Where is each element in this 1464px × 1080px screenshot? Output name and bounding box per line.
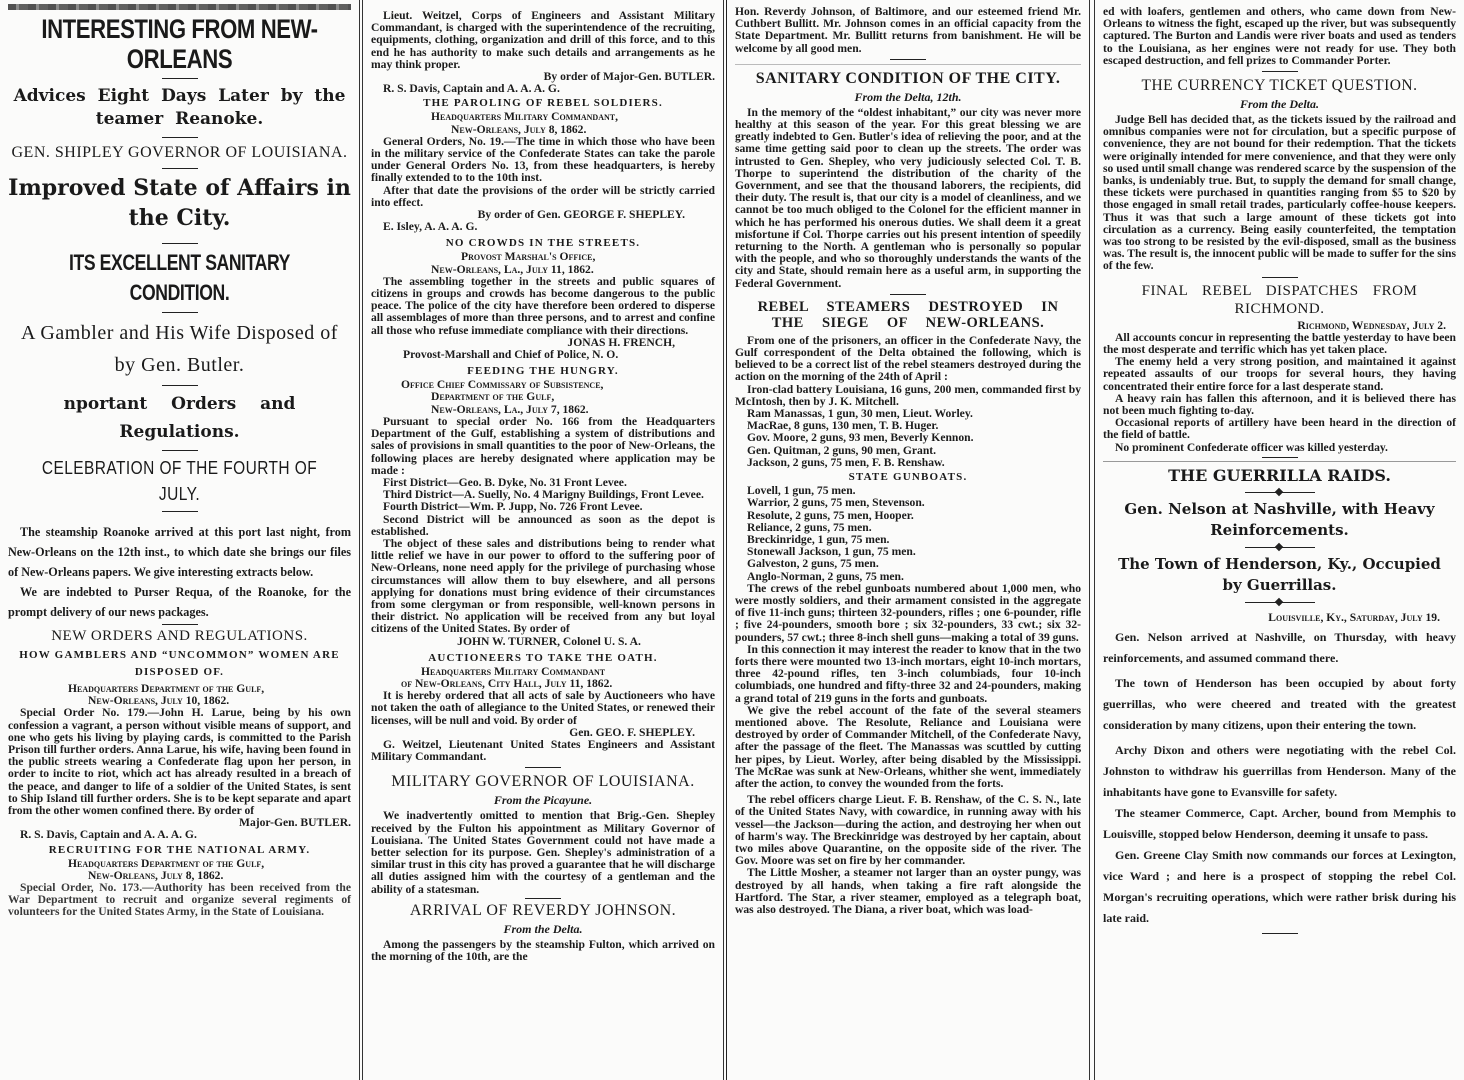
paragraph: Gen. Nelson arrived at Nashville, on Thursday, with heavy reinforcements, and assumed command there. [1103, 629, 1456, 665]
paragraph: After that date the provisions of the order will be strictly carried into effect. [371, 183, 715, 209]
paragraph: We give the rebel account of the fate of the several steamers mentioned above. The Resolute, Reliance and Louisiana were destroyed by order of Commander Mitchell, of the Confederate Navy, after the passage of the fleet. The Manassas was scuttled by cutting her pipes, by Lieut. Worley, after being disabled by the Mississippi. The McRae was sunk at New-Orleans, whither she went, immediately after the action, to convey the wounded from the forts. [735, 703, 1081, 790]
paragraph: No prominent Confederate officer was killed yesterday. [1115, 440, 1388, 454]
intro-text [8, 522, 351, 622]
source-line: From the Delta, 12th. [854, 89, 962, 104]
section-title-currency: THE CURRENCY TICKET QUESTION. [1141, 77, 1418, 95]
section-title-rebel-steamers: REBEL STEAMERS DESTROYED IN THE SIEGE OF NEW-ORLEANS. [757, 298, 1059, 331]
divider [162, 385, 198, 386]
paragraph: The town of Henderson has been occupied by about forty guerrillas, who were cheered and treated with the greatest consideration by many citizens, upon their entering the town. [1103, 675, 1456, 732]
source-line: From the Picayune. [493, 793, 593, 808]
signature: Major-Gen. BUTLER. [239, 816, 351, 830]
paragraph: Pursuant to special order No. 166 from the Headquarters Department of the Gulf, establishing a system of distributions and sales of provisions in small quantities to the poor of New-Orleans, the following places are hereby designated where application may be made : [371, 414, 715, 477]
paragraph: From one of the prisoners, an officer in the Confederate Navy, the Gulf correspondent of the Delta obtained the following, which is believed to be a correct list of the rebel steamers destroyed during the action on the morning of the 24th of April : [735, 333, 1081, 384]
section-title-no-crowds: NO CROWDS IN THE STREETS. [445, 237, 641, 250]
dateline: Richmond, Wednesday, July 2. [1297, 318, 1446, 332]
recruiting-continued [371, 10, 715, 95]
divider [890, 294, 926, 295]
steamer-entry: Gen. Quitman, 2 guns, 90 men, Grant. [747, 443, 937, 457]
district-entry: First District—Geo. B. Dyke, No. 31 Front Levee. [383, 475, 627, 489]
gunboat-entry: Reliance, 2 guns, 75 men. [747, 520, 872, 534]
deck-sanitary: ITS EXCELLENT SANITARY CONDITION. [69, 250, 290, 305]
deck-improved-state: Improved State of Affairs in the City. [8, 175, 351, 231]
steamer-entry: Gov. Moore, 2 guns, 93 men, Beverly Kennon. [747, 431, 974, 445]
divider [1245, 602, 1315, 603]
divider [162, 450, 198, 451]
paragraph: Special Order No. 179.—John H. Larue, being by his own confession a vagrant, a person without visible means of support, and one who gets his living by playing cards, is committed to the Parish Prison till further orders. Anna Larue, his wife, having been found in the public streets wearing a Confederate flag upon her person, in order to incite to riot, which act has already resulted in a breach of the peace, and danger to life of a soldier of the United States, is sent to Ship Island till further orders. She is to be kept separate and apart from the other women confined there. By order of [8, 706, 351, 818]
steamer-entry: Ram Manassas, 1 gun, 30 men, Lieut. Worley. [747, 407, 973, 421]
district-entry: Second District will be announced as soon as the depot is established. [371, 512, 715, 538]
richmond-article [1103, 332, 1456, 454]
gunboats-list [735, 485, 1081, 916]
deck-orders: nportant Orders and Regulations. [63, 394, 296, 442]
dateline: Headquarters Department of the Gulf, New-Orleans, July 8, 1862. [68, 856, 265, 882]
gunboat-entry: Warrior, 2 guns, 75 men, Stevenson. [747, 496, 925, 510]
section-title-auctioneers: AUCTIONEERS TO TAKE THE OATH. [428, 651, 658, 664]
paragraph: Hon. Reverdy Johnson, of Baltimore, and our esteemed friend Mr. Cuthbert Bullitt. Mr. Johnson comes in an official capacity from the State Department. Mr. Bullitt returns from banishment. He will be welcome by all good men. [735, 5, 1081, 55]
attestation: R. S. Davis, Captain and A. A. A. G. [383, 82, 560, 96]
paragraph: The crews of the rebel gunboats numbered about 1,000 men, who were mostly soldiers, and their armament consisted in the aggregate of five 11-inch guns; thirteen 32-pounders, rifles ; one 6-pounder, rifle ; five 24-pounders, smooth bore ; six 32-pounders, 33 cwt.; six 32-pounders, 57 cwt.; three 8-inch shell guns—making a total of 39 guns. [735, 581, 1081, 644]
dateline: Provost Marshal's Office, New-Orleans, La., July 11, 1862. [431, 250, 596, 276]
steamer-entry: MacRae, 8 guns, 130 men, T. B. Huger. [747, 419, 939, 433]
sanitary-article [735, 107, 1081, 290]
steamers-article [735, 335, 1081, 469]
general-orders-19 [371, 136, 715, 234]
masthead-strip [8, 4, 351, 10]
signature: JOHN W. TURNER, Colonel U. S. A. [457, 634, 641, 648]
deck-advices: Advices Eight Days Later by the teamer Reanoke. [13, 86, 346, 129]
signature: JONAS H. FRENCH, [567, 335, 675, 349]
divider [162, 511, 198, 512]
signature: By order of Gen. GEORGE F. SHEPLEY. [477, 208, 685, 222]
gunboat-entry: Breckinridge, 1 gun, 75 men. [747, 532, 890, 546]
crowds-order [371, 276, 715, 361]
column-3 [726, 0, 1090, 1080]
paragraph: A heavy rain has fallen this afternoon, and it is believed there has not been much fighting to-day. [1103, 391, 1456, 418]
deck-henderson: The Town of Henderson, Ky., Occupied by Guerrillas. [1118, 554, 1441, 594]
deck-gambler: A Gambler and His Wife Disposed of by Gen. Butler. [21, 322, 338, 376]
paragraph: Special Order, No. 173.—Authority has been received from the War Department to recruit and organize several regiments of volunteers for the United States Army, in the State of Louisiana. [8, 881, 351, 919]
divider [162, 624, 198, 625]
steamer-entry: Jackson, 2 guns, 75 men, F. B. Renshaw. [747, 455, 945, 469]
reverdy-continued [735, 6, 1081, 55]
feeding-order [371, 416, 715, 648]
divider [1262, 933, 1298, 934]
column-4 [1094, 0, 1464, 1080]
paragraph: Lieut. Weitzel, Corps of Engineers and Assistant Military Commandant, is charged with the superintendence of the recruiting, equipments, clothing, organization and drill of this force, and to this end he has authority to make such details and arrangements as he may think proper. [371, 9, 715, 71]
divider [162, 137, 198, 138]
dateline: Office Chief Commissary of Subsistence, Department of the Gulf, New-Orleans, La., July 7, 1862. [401, 378, 604, 416]
paragraph: Occasional reports of artillery have been heard in the direction of the field of battle. [1103, 416, 1456, 442]
gunboat-entry: Lovell, 1 gun, 75 men. [747, 484, 856, 498]
paragraph: We inadvertently omitted to mention that Brig.-Gen. Shepley received by the Fulton his appointment as Military Governor of Louisiana. The United States Government could not have made a better selection for its purpose. Gen. Shepley's administration of a similar trust in this city has proved a guarantee that he will discharge all duties assigned him with the courtesy of a gentleman and the ability of a statesman. [371, 809, 715, 896]
divider [890, 59, 926, 60]
source-line: From the Delta. [1239, 97, 1319, 112]
attestation: E. Isley, A. A. A. G. [383, 220, 478, 234]
signature: Gen. GEO. F. SHEPLEY. [569, 725, 695, 739]
special-order-173 [8, 882, 351, 919]
signature: By order of Major-Gen. BUTLER. [543, 70, 715, 84]
gunboat-entry: Anglo-Norman, 2 guns, 75 men. [747, 569, 904, 583]
divider [525, 898, 561, 899]
dateline: Headquarters Military Commandant, New-Orleans, July 8, 1862. [431, 110, 618, 136]
paragraph: ed with loafers, gentlemen and others, who came down from New-Orleans to witness the fight, escaped up the river, but was subsequently captured. The Burton and Landis were river boats and used as tenders to the Louisiana, as her engines were not ready for use. They both escaped destruction, and fell prizes to Commander Porter. [1103, 5, 1456, 67]
divider [162, 168, 198, 169]
section-title-military-governor: MILITARY GOVERNOR OF LOUISIANA. [391, 773, 695, 791]
guerrilla-clipping [1103, 461, 1456, 934]
paragraph: The steamship Roanoke arrived at this port last night, from New-Orleans on the 12th inst., to which date she brings our files of New-Orleans papers. We give interesting extracts below. [8, 525, 351, 579]
paragraph: In the memory of the “oldest inhabitant,” our city was never more healthy at this season of the year. For this great blessing we are greatly indebted to Gen. Butler's idea of relieving the poor, and at the same time getting said poor to clean up the streets. The order was intrusted to Gen. Shepley, who very judiciously selected Col. T. B. Thorpe to superintend the distribution of the charity of the Government, and see that the thousand laborers, the recipients, did their duty. The result is, that our city is a model of cleanliness, and we cannot be too much obliged to the Colonel for the efficient manner in which he has performed his onerous duties. We shall deem it a great misfortune if Col. Thorpe carries out his present intention of speedily returning to the North. A gentleman who is personally so popular with the people, and who so thoroughly understands the wants of the city and State, should remain here as a useful arm, in supporting the Federal Government. [735, 105, 1081, 290]
guerrilla-article [1103, 627, 1456, 929]
gunboat-entry: Resolute, 2 guns, 75 men, Hooper. [747, 508, 914, 522]
paragraph: Among the passengers by the steamship Fulton, which arrived on the morning of the 10th, are the [371, 937, 715, 963]
divider [162, 243, 198, 244]
section-title-sanitary: SANITARY CONDITION OF THE CITY. [735, 64, 1081, 89]
section-title-reverdy-johnson: ARRIVAL OF REVERDY JOHNSON. [409, 901, 677, 919]
paragraph: The steamer Commerce, Capt. Archer, bound from Memphis to Louisville, stopped below Henderson, deeming it unsafe to pass. [1103, 805, 1456, 841]
divider [1245, 492, 1315, 493]
paragraph: The Little Mosher, a steamer not larger than an oyster pungy, was destroyed by all hands, when taking a fire raft alongside the Hartford. The Star, a river steamer, employed as a telegraph boat, was also destroyed. The Diana, a river boat, which was load- [735, 866, 1081, 916]
divider [162, 312, 198, 313]
paragraph: We are indebted to Purser Requa, of the Roanoke, for the prompt delivery of our news packages. [8, 585, 351, 619]
district-entry: Third District—A. Suelly, No. 4 Marigny Buildings, Front Levee. [383, 488, 704, 502]
attestation: R. S. Davis, Captain and A. A. A. G. [20, 828, 197, 842]
main-headline: INTERESTING FROM NEW-ORLEANS [41, 14, 318, 74]
paragraph: General Orders, No. 19.—The time in which those who have been in the military service of the Confederate States can take the parole under General Orders No. 13, from these headquarters, is hereby finally extended to to the 10th inst. [371, 134, 715, 185]
steamers-continued [1103, 6, 1456, 67]
section-title-guerrilla: THE GUERRILLA RAIDS. [1168, 465, 1391, 485]
attestation: G. Weitzel, Lieutenant United States Engineers and Assistant Military Commandant. [371, 737, 715, 764]
section-title-paroling: THE PAROLING OF REBEL SOLDIERS. [423, 97, 663, 110]
section-title-state-gunboats: STATE GUNBOATS. [848, 471, 968, 484]
special-order-179 [8, 707, 351, 841]
gunboat-entry: Galveston, 2 guns, 75 men. [747, 557, 879, 571]
divider [1262, 277, 1298, 278]
currency-article [1103, 114, 1456, 273]
section-title-richmond: FINAL REBEL DISPATCHES FROM RICHMOND. [1141, 282, 1418, 317]
paragraph: Archy Dixon and others were negotiating with the rebel Col. Johnston to withdraw his guerrillas from Henderson. Many of the inhabitants have gone to Evansville for safety. [1103, 742, 1456, 799]
deck-fourth-of-july: CELEBRATION OF THE FOURTH OF JULY. [41, 458, 318, 504]
governor-article [371, 810, 715, 895]
paragraph: Judge Bell has decided that, as the tickets issued by the railroad and omnibus companies were not for circulation, but a specific purpose of convenience, they are not bound for their redemption. That the tickets were originally intended for mere convenience, and that they were only so used until small change was rendered scarce by the suspension of the banks, is undeniably true. But, to supply the demand for small change, these tickets were purchased in quantities ranging from $5 to $20 by those engaged in small retail trades, particularly coffee-house keepers. Thus it was that such a large amount of these tickets got into circulation as a currency. Being easily counterfeited, the temptation was too strong to be resisted by the evil-disposed, small as the business was. The result is, the innocent public will be made to suffer for the sins of the few. [1103, 113, 1456, 273]
paragraph: All accounts concur in representing the battle yesterday to have been the most desperate and terrific which has yet taken place. [1103, 330, 1456, 357]
divider [162, 78, 198, 79]
deck-shipley-governor: GEN. SHIPLEY GOVERNOR OF LOUISIANA. [11, 144, 348, 161]
dateline: Headquarters Military Commandant of New-Orleans, City Hall, July 11, 1862. [401, 664, 613, 690]
attestation: Provost-Marshall and Chief of Police, N. O. [403, 348, 619, 362]
paragraph: The enemy held a very strong position, and maintained it against repeated assaults of our troops for several hours, they having concentrated their entire force for a last desperate stand. [1103, 355, 1456, 393]
gunboat-entry: Stonewall Jackson, 1 gun, 75 men. [747, 545, 916, 559]
paragraph: Gen. Greene Clay Smith now commands our forces at Lexington, vice Ward ; and here is a prospect of stopping the rebel Col. Morgan's recruiting operations, which were rather brisk during his late raid. [1103, 847, 1456, 925]
column-1 [0, 0, 360, 1080]
paragraph: The object of these sales and distributions being to render what little relief we have in our power to offord to the suffering poor of New-Orleans, none need apply for the privilege of purchasing whose circumstances will allow them to buy elsewhere, and all persons applying for donations must bring evidence of their circumstances from some clergyman or from responsible, well-known persons in their district. No application will be received from any but loyal citizens of the United States. By order of [371, 536, 715, 636]
divider [1262, 457, 1298, 458]
auctioneers-order [371, 690, 715, 763]
reverdy-article [371, 939, 715, 963]
deck-nelson: Gen. Nelson at Nashville, with Heavy Reinforcements. [1124, 499, 1435, 539]
divider [1262, 71, 1298, 72]
dateline: Louisville, Ky., Saturday, July 19. [1268, 610, 1440, 624]
paragraph: The assembling together in the streets and public squares of citizens in groups and crowds has become dangerous to the public peace. The police of the city have therefore been ordered to disperse all assemblages of more than three persons, and to arrest and confine all those who refuse immediate compliance with their directions. [371, 274, 715, 337]
section-subtitle-gamblers: HOW GAMBLERS AND “UNCOMMON” WOMEN ARE DISPOSED OF. [19, 649, 340, 678]
section-title-recruiting: RECRUITING FOR THE NATIONAL ARMY. [48, 843, 311, 856]
divider [525, 767, 561, 768]
paragraph: It is hereby ordered that all acts of sale by Auctioneers who have not taken the oath of allegiance to the United States, or renewed their licenses, will be null and void. By order of [371, 689, 715, 727]
divider [1245, 547, 1315, 548]
steamer-entry: Iron-clad battery Louisiana, 16 guns, 200 men, commanded first by McIntosh, then by J. K. Mitchell. [735, 382, 1081, 408]
column-2 [362, 0, 724, 1080]
section-title-feeding: FEEDING THE HUNGRY. [467, 365, 619, 378]
paragraph: In this connection it may interest the reader to know that in the two forts there were mounted two 13-inch mortars, eight 10-inch mortars, three 42-pound rifles, ten 3-inch columbiads, four 10-inch columbiads, one hundred and fifty-three 32 and 24-pounders, making a grand total of 219 guns in the forts and gunboats. [735, 642, 1081, 705]
dateline: Headquarters Department of the Gulf, New-Orleans, July 10, 1862. [68, 682, 265, 708]
paragraph: The rebel officers charge Lieut. F. B. Renshaw, of the C. S. N., late of the United States Navy, with cowardice, in running away with his vessel—the Jackson—during the action, and destroying her when out of harm's way. The Breckinridge was destroyed by her captain, about two miles above Quarantine, on the opposite side of the river. The Gov. Moore was set on fire by her commander. [735, 793, 1081, 868]
section-title-new-orders: NEW ORDERS AND REGULATIONS. [51, 628, 308, 644]
district-entry: Fourth District—Wm. P. Jupp, No. 726 Front Levee. [383, 500, 643, 514]
source-line: From the Delta. [503, 921, 583, 936]
